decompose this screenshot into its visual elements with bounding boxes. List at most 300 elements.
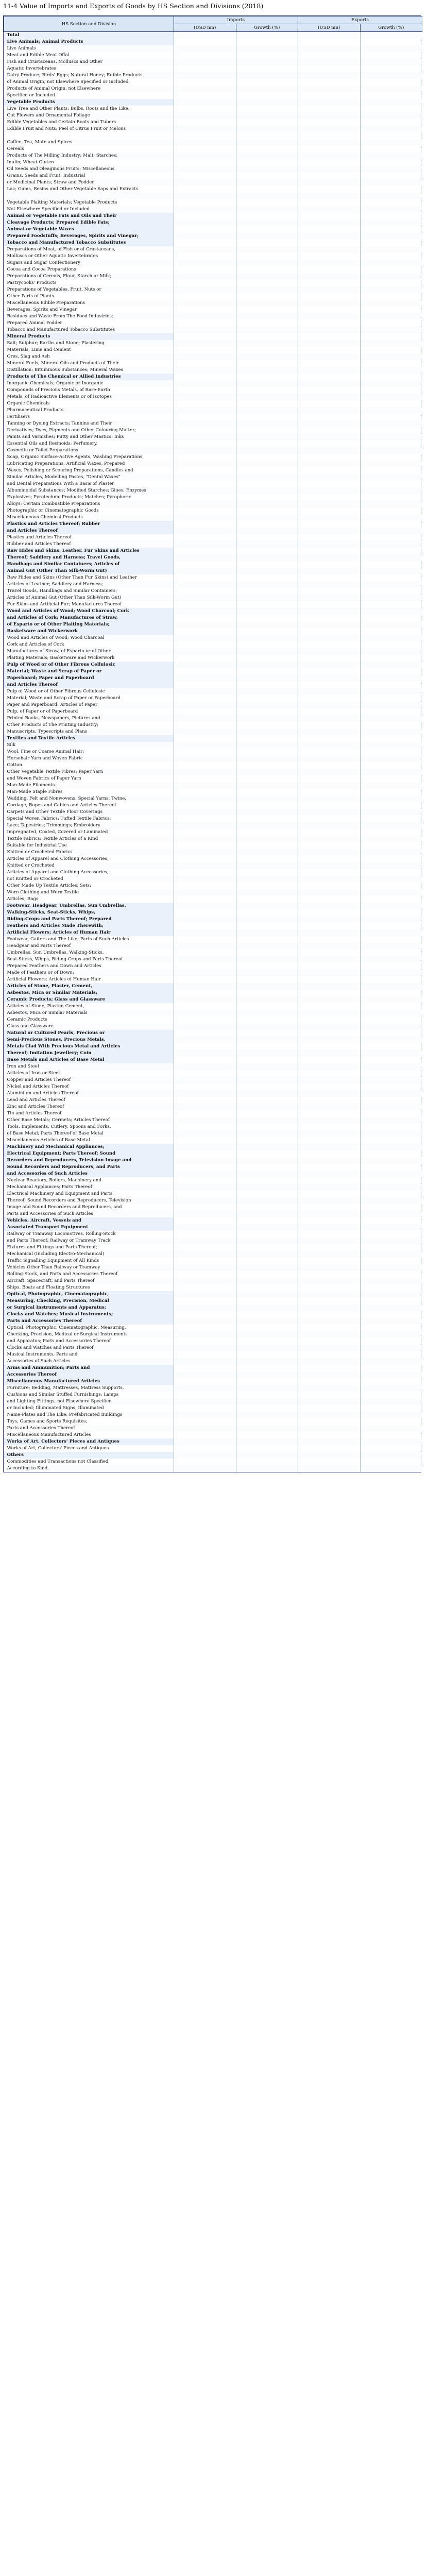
exports-growth-cell [360,795,422,802]
imports-usd-cell [174,1043,236,1050]
imports-usd-cell [174,514,236,521]
imports-growth-cell [236,39,298,45]
section-row [4,1050,422,1057]
table-row [4,1238,422,1244]
imports-usd-cell [174,554,236,561]
exports-growth-cell [360,1338,422,1345]
exports-usd-cell [298,769,361,775]
exports-growth-cell [360,1445,422,1452]
exports-usd-cell [298,869,361,876]
imports-usd-cell [174,1150,236,1157]
hs-label-cell: Animal or Vegetable Fats and Oils and Their [4,213,174,219]
table-row [4,1003,422,1010]
imports-usd-cell [174,434,236,440]
exports-growth-cell [360,1010,422,1016]
exports-growth-cell [360,119,422,126]
table-row [4,467,422,474]
hs-label-cell: Aluminium and Articles Thereof [4,1090,174,1097]
exports-usd-cell [298,735,361,742]
table-row [4,795,422,802]
exports-growth-cell [360,782,422,789]
imports-usd-cell [174,467,236,474]
section-row [4,615,422,621]
table-row [4,1405,422,1412]
hs-label-cell: Ships, Boats and Floating Structures [7,1285,90,1290]
hs-label-cell: Other Products of The Printing Industry; [7,722,98,727]
imports-growth-cell [236,789,298,795]
exports-growth-cell [360,896,422,903]
hs-label-cell: Wool, Fine or Coarse Animal Hair; [7,749,84,754]
imports-usd-cell [174,173,236,179]
imports-usd-cell [174,1224,236,1231]
exports-usd-cell [298,1445,361,1452]
table-row [4,708,422,715]
table-row [4,1445,422,1452]
imports-usd-cell [174,45,236,52]
imports-usd-cell [174,990,236,996]
exports-growth-cell [360,1130,422,1137]
hs-label-cell: Metals Clad With Precious Metal and Articles [4,1043,174,1050]
imports-growth-cell [236,554,298,561]
table-row [4,394,422,400]
exports-usd-cell [298,574,361,581]
imports-usd-cell [174,286,236,293]
imports-usd-cell [174,608,236,615]
imports-usd-cell [174,648,236,655]
exports-growth-cell [360,996,422,1003]
hs-label-cell: Specified or Included [7,93,55,98]
imports-usd-cell [174,1331,236,1338]
imports-usd-cell [174,1345,236,1351]
hs-label-cell: Miscellaneous Edible Preparations [4,300,174,307]
hs-label-cell: Mineral Fuels, Mineral Oils and Products of Their [7,361,119,366]
exports-growth-cell [360,735,422,742]
exports-usd-cell [298,226,361,233]
imports-usd-cell [174,1284,236,1291]
imports-growth-cell [236,675,298,682]
table-row [4,440,422,447]
hs-label-cell: Toys, Games and Sports Requisites; [7,1419,88,1424]
imports-growth-cell [236,662,298,668]
hs-label-cell: Textile Fabrics; Textile Articles of a Kind [4,836,174,842]
exports-growth-cell [360,1057,422,1063]
imports-growth-cell [236,702,298,708]
hs-label-cell: Optical, Photographic, Cinematographic, Measuring, [7,1325,126,1330]
table-row [4,702,422,708]
exports-growth-cell [360,59,422,65]
imports-growth-cell [236,983,298,990]
imports-growth-cell [236,1371,298,1378]
exports-usd-cell [298,260,361,266]
imports-growth-cell [236,474,298,481]
exports-usd-cell [298,896,361,903]
exports-usd-cell [298,1405,361,1412]
imports-growth-cell [236,1418,298,1425]
exports-growth-cell [360,52,422,59]
exports-growth-cell [360,514,422,521]
exports-growth-cell [360,501,422,507]
hs-label-cell: Cosmetic or Toilet Preparations [4,447,174,454]
imports-growth-cell [236,132,298,139]
exports-usd-cell [298,883,361,889]
exports-usd-cell [298,1325,361,1331]
imports-growth-cell [236,829,298,836]
imports-usd-cell [174,300,236,307]
hs-label-cell: Artificial Flowers; Articles of Human Hair [4,929,174,936]
table-row [4,380,422,387]
exports-growth-cell [360,1325,422,1331]
imports-usd-cell [174,1351,236,1358]
exports-growth-cell [360,963,422,970]
section-row [4,39,422,45]
exports-growth-cell [360,327,422,333]
imports-growth-cell [236,849,298,856]
exports-usd-cell [298,561,361,568]
imports-growth-cell [236,1465,298,1472]
imports-growth-cell [236,1345,298,1351]
hs-label-cell: Wood and Articles of Wood; Wood Charcoal [4,635,174,641]
imports-usd-cell [174,1171,236,1177]
hs-label-cell: Carpets and Other Textile Floor Coverings [4,809,174,816]
table-row [4,883,422,889]
exports-usd-cell [298,467,361,474]
exports-usd-cell [298,1412,361,1418]
section-row [4,668,422,675]
imports-growth-cell [236,909,298,916]
exports-usd-cell [298,695,361,702]
exports-usd-cell [298,253,361,260]
imports-usd-cell [174,568,236,574]
exports-growth-cell [360,132,422,139]
imports-usd-cell [174,561,236,568]
imports-growth-cell [236,333,298,340]
imports-usd-cell [174,708,236,715]
table-row [4,400,422,407]
imports-usd-cell [174,1211,236,1217]
exports-growth-cell [360,347,422,353]
exports-usd-cell [298,1023,361,1030]
exports-usd-cell [298,1030,361,1037]
imports-usd-cell [174,1258,236,1264]
exports-usd-cell [298,1217,361,1224]
exports-usd-cell [298,240,361,246]
section-row [4,521,422,528]
table-row [4,655,422,662]
imports-usd-cell [174,970,236,976]
exports-usd-cell [298,990,361,996]
imports-growth-cell [236,514,298,521]
exports-usd-cell [298,300,361,307]
imports-usd-cell [174,528,236,534]
imports-growth-cell [236,487,298,494]
hs-label-cell: Accessories Thereof [4,1371,174,1378]
imports-growth-cell [236,1130,298,1137]
hs-label-cell: Prepared Feathers and Down and Articles [7,963,101,969]
imports-usd-cell [174,1338,236,1345]
imports-usd-cell [174,1164,236,1171]
hs-label-cell: Recorders and Reproducers, Television Image and [4,1157,174,1164]
imports-usd-cell [174,106,236,112]
hs-label-cell: Footwear, Gaiters and The Like; Parts of Such Articles [7,937,129,942]
exports-growth-cell [360,407,422,414]
imports-usd-cell [174,146,236,152]
exports-growth-cell [360,39,422,45]
exports-usd-cell [298,708,361,715]
imports-usd-cell [174,1358,236,1365]
exports-growth-cell [360,1318,422,1325]
imports-usd-cell [174,1090,236,1097]
table-row [4,1418,422,1425]
exports-usd-cell [298,1425,361,1432]
exports-usd-cell [298,179,361,186]
exports-growth-cell [360,581,422,588]
table-row [4,963,422,970]
table-row [4,782,422,789]
table-row [4,728,422,735]
exports-growth-cell [360,608,422,615]
imports-growth-cell [236,226,298,233]
section-row [4,1318,422,1325]
hs-label-cell: and Lighting Fittings, not Elsewhere Specified [4,1398,174,1405]
table-row [4,126,422,132]
exports-usd-cell [298,1385,361,1392]
table-row [4,869,422,876]
hs-label-cell: Worn Clothing and Worn Textile [4,889,174,896]
exports-growth-cell [360,601,422,608]
exports-usd-cell [298,447,361,454]
imports-usd-cell [174,1445,236,1452]
hs-label-cell: Optical, Photographic, Cinematographic, [4,1291,174,1298]
exports-usd-cell [298,1459,361,1465]
table-row [4,434,422,440]
exports-usd-cell [298,1164,361,1171]
exports-usd-cell [298,802,361,809]
hs-label-cell: Prepared Animal Fodder [7,320,62,326]
table-row [4,950,422,956]
imports-usd-cell [174,668,236,675]
hs-label-cell: Similar Articles, Modelling Pastes, "Dental Waxes" [4,474,174,481]
imports-growth-cell [236,1358,298,1365]
exports-usd-cell [298,1331,361,1338]
imports-growth-cell [236,628,298,635]
exports-growth-cell [360,1405,422,1412]
exports-usd-cell [298,675,361,682]
imports-growth-cell [236,501,298,507]
exports-growth-cell [360,420,422,427]
exports-usd-cell [298,1244,361,1251]
table-row [4,1104,422,1110]
hs-label-cell: Furniture; Bedding, Mattresses, Mattress Supports, [4,1385,174,1392]
exports-usd-cell [298,1110,361,1117]
imports-growth-cell [236,1191,298,1197]
imports-usd-cell [174,407,236,414]
imports-growth-cell [236,996,298,1003]
imports-growth-cell [236,1298,298,1304]
exports-growth-cell [360,152,422,159]
table-row [4,173,422,179]
table-row [4,481,422,487]
table-row [4,970,422,976]
imports-growth-cell [236,394,298,400]
imports-growth-cell [236,1385,298,1392]
table-row [4,1110,422,1117]
imports-usd-cell [174,226,236,233]
hs-label-cell: Suitable for Industrial Use [7,843,67,848]
imports-usd-cell [174,219,236,226]
data-table-container [3,15,421,1472]
imports-usd-cell [174,856,236,862]
exports-usd-cell [298,829,361,836]
table-row [4,1325,422,1331]
imports-growth-cell [236,923,298,929]
hs-label-cell: Animal Gut (Other Than Silk-Worm Gut) [4,568,174,574]
exports-growth-cell [360,635,422,641]
imports-growth-cell [236,440,298,447]
exports-usd-cell [298,1311,361,1318]
exports-growth-cell [360,909,422,916]
hs-label-cell: Knitted or Crocheted Fabrics [4,849,174,856]
hs-label-cell: Oil Seeds and Oleaginous Fruits; Miscellaneous [4,166,174,173]
exports-growth-cell [360,1438,422,1445]
imports-usd-cell [174,273,236,280]
hs-label-cell: Works of Art, Collectors' Pieces and Antiques [4,1438,174,1445]
hs-label-cell: Products of The Chemical or Allied Industries [4,374,174,380]
section-row [4,628,422,635]
exports-growth-cell [360,1217,422,1224]
imports-usd-cell [174,541,236,548]
hs-label-cell: Mineral Products [4,333,174,340]
exports-growth-cell [360,849,422,856]
imports-usd-cell [174,86,236,92]
imports-usd-cell [174,52,236,59]
imports-usd-cell [174,414,236,420]
table-row [4,1358,422,1365]
exports-growth-cell [360,1231,422,1238]
imports-usd-cell [174,1438,236,1445]
table-row [4,574,422,581]
hs-label-cell: Inorganic Chemicals; Organic or Inorganic [4,380,174,387]
hs-label-cell: Cordage, Ropes and Cables and Articles Thereof [7,803,116,808]
section-row [4,1224,422,1231]
exports-usd-cell [298,273,361,280]
imports-growth-cell [236,260,298,266]
exports-growth-cell [360,976,422,983]
table-row [4,896,422,903]
exports-growth-cell [360,641,422,648]
imports-growth-cell [236,1204,298,1211]
hs-label-cell: Explosives; Pyrotechnic Products; Matches; Pyrophoric [7,495,131,500]
imports-growth-cell [236,1137,298,1144]
hs-label-cell: Feathers and Articles Made Therewith; [4,923,174,929]
hs-label-cell: Waxes, Polishing or Scouring Preparations, Candles and [7,468,133,473]
exports-growth-cell [360,266,422,273]
exports-growth-cell [360,246,422,253]
section-row [4,1057,422,1063]
exports-usd-cell [298,213,361,219]
imports-growth-cell [236,976,298,983]
exports-growth-cell [360,1124,422,1130]
hs-label-cell: Asbestos, Mica or Similar Materials [4,1010,174,1016]
imports-usd-cell [174,327,236,333]
exports-growth-cell [360,648,422,655]
imports-growth-cell [236,1144,298,1150]
imports-usd-cell [174,1184,236,1191]
imports-growth-cell [236,588,298,595]
section-row [4,923,422,929]
imports-growth-cell [236,929,298,936]
imports-usd-cell [174,1130,236,1137]
imports-usd-cell [174,822,236,829]
section-row [4,1157,422,1164]
table-row [4,1459,422,1465]
exports-usd-cell [298,970,361,976]
imports-growth-cell [236,608,298,615]
exports-growth-cell [360,923,422,929]
section-row [4,909,422,916]
imports-growth-cell [236,1090,298,1097]
table-row [4,1083,422,1090]
imports-growth-cell [236,246,298,253]
imports-growth-cell [236,1271,298,1278]
exports-usd-cell [298,641,361,648]
table-row [4,836,422,842]
table-row [4,1284,422,1291]
exports-growth-cell [360,628,422,635]
exports-growth-cell [360,755,422,762]
exports-growth-cell [360,1050,422,1057]
hs-label-cell: Mechanical (Including Electro-Mechanical) [4,1251,174,1258]
imports-usd-cell [174,775,236,782]
table-row [4,340,422,347]
imports-growth-cell [236,869,298,876]
exports-growth-cell [360,554,422,561]
imports-growth-cell [236,936,298,943]
imports-usd-cell [174,1063,236,1070]
imports-growth-cell [236,300,298,307]
table-row [4,260,422,266]
section-row [4,1438,422,1445]
exports-usd-cell [298,1191,361,1197]
imports-growth-cell [236,769,298,775]
imports-growth-cell [236,1238,298,1244]
exports-growth-cell [360,186,422,193]
hs-label-cell: Miscellaneous Manufactured Articles [7,1432,91,1437]
hs-label-cell: Semi-Precious Stones, Precious Metals, [4,1037,174,1043]
hs-label-cell: Machinery and Mechanical Appliances; [4,1144,174,1150]
section-row [4,240,422,246]
exports-growth-cell [360,903,422,909]
exports-usd-cell [298,1150,361,1157]
exports-usd-cell [298,1264,361,1271]
table-row [4,1184,422,1191]
imports-usd-cell [174,675,236,682]
exports-growth-cell [360,1090,422,1097]
imports-usd-cell [174,1298,236,1304]
exports-growth-cell [360,112,422,119]
exports-growth-cell [360,1224,422,1231]
exports-usd-cell [298,1010,361,1016]
exports-usd-cell [298,1016,361,1023]
exports-usd-cell [298,1124,361,1130]
imports-usd-cell [174,641,236,648]
exports-growth-cell [360,708,422,715]
exports-usd-cell [298,1137,361,1144]
hs-label-cell: Manufactures of Straw, of Esparto or of Other [4,648,174,655]
table-row [4,367,422,374]
imports-usd-cell [174,240,236,246]
imports-usd-cell [174,1392,236,1398]
header-imports-usd: (USD mn) [174,24,236,32]
